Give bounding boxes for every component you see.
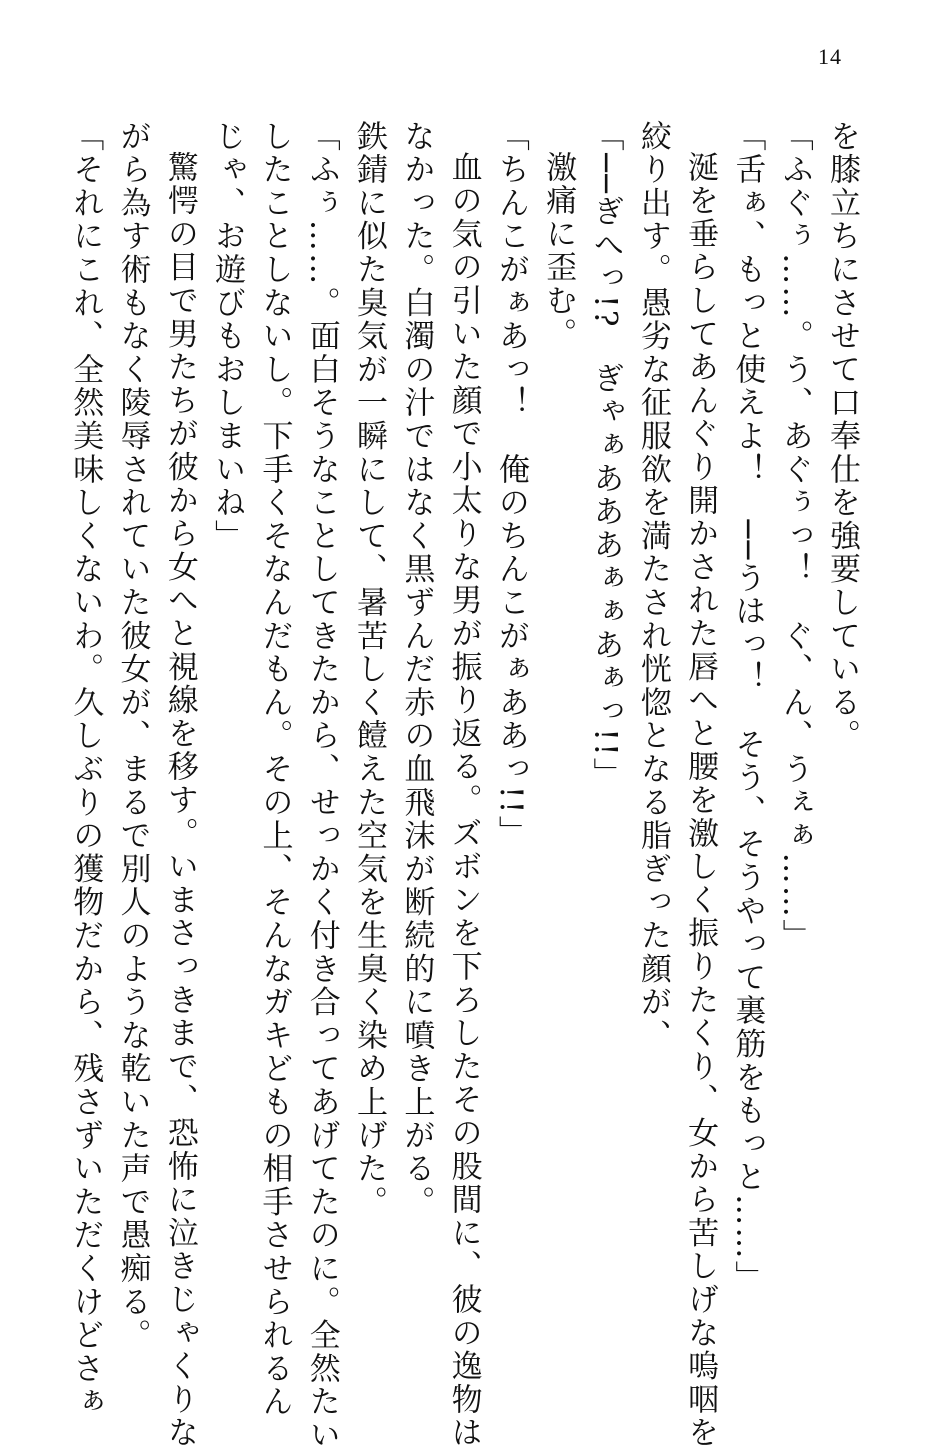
text-column: 驚愕の目で男たちが彼から女へと視線を移す。いまさっきまで、恐怖に泣きじゃくりな (161, 151, 198, 1450)
text-column: じゃ、お遊びもおしまいね」 (209, 120, 246, 553)
text-column: 絞り出す。愚劣な征服欲を満たされ恍惚となる脂ぎった顔が、 (634, 120, 671, 1053)
text-column: を膝立ちにさせて口奉仕を強要している。 (824, 120, 860, 753)
text-column: なかった。白濁の汁ではなく黒ずんだ赤の血飛沫が断続的に噴き上がる。 (398, 120, 435, 1219)
body-text (65, 120, 865, 1452)
text-column: 涎を垂らしてあんぐり開かされた唇へと腰を激しく振りたくり、女から苦しげな嗚咽を (682, 151, 719, 1450)
text-column: 激痛に歪む。 (540, 151, 577, 351)
text-column: 「ふぐぅ……。う、あぐぅっ！ ぐ、ん、うぇぁ……」 (776, 120, 813, 953)
text-column: がら為す術もなく陵辱されていた彼女が、まるで別人のような乾いた声で愚痴る。 (114, 120, 151, 1353)
text-column: したことしないし。下手くそなんだもん。その上、そんなガキどもの相手させられるん (256, 120, 293, 1419)
text-column: 「舌ぁ、もっと使えよ！ ──うはっ！ そう、そうやって裏筋をもっと……」 (729, 120, 766, 1295)
text-column: 鉄錆に似た臭気が一瞬にして、暑苦しく饐えた空気を生臭く染め上げた。 (351, 120, 388, 1219)
text-column: 血の気の引いた顔で小太りな男が振り返る。ズボンを下ろしたその股間に、彼の逸物は (445, 151, 482, 1450)
text-column: 「それにこれ、全然美味しくないわ。久しぶりの獲物だから、残さずいただくけどさぁ (67, 120, 104, 1419)
page-number: 14 (818, 44, 842, 69)
text-column: 「──ぎへっ!? ぎゃぁあああぁぁあぁっ!!」 (587, 120, 624, 792)
text-column: 「ふぅ……。面白そうなことしてきたから、せっかく付き合ってあげてたのに。全然たい (303, 120, 340, 1452)
text-column: 「ちんこがぁあっ！ 俺のちんこがぁああっ!!」 (492, 120, 529, 849)
